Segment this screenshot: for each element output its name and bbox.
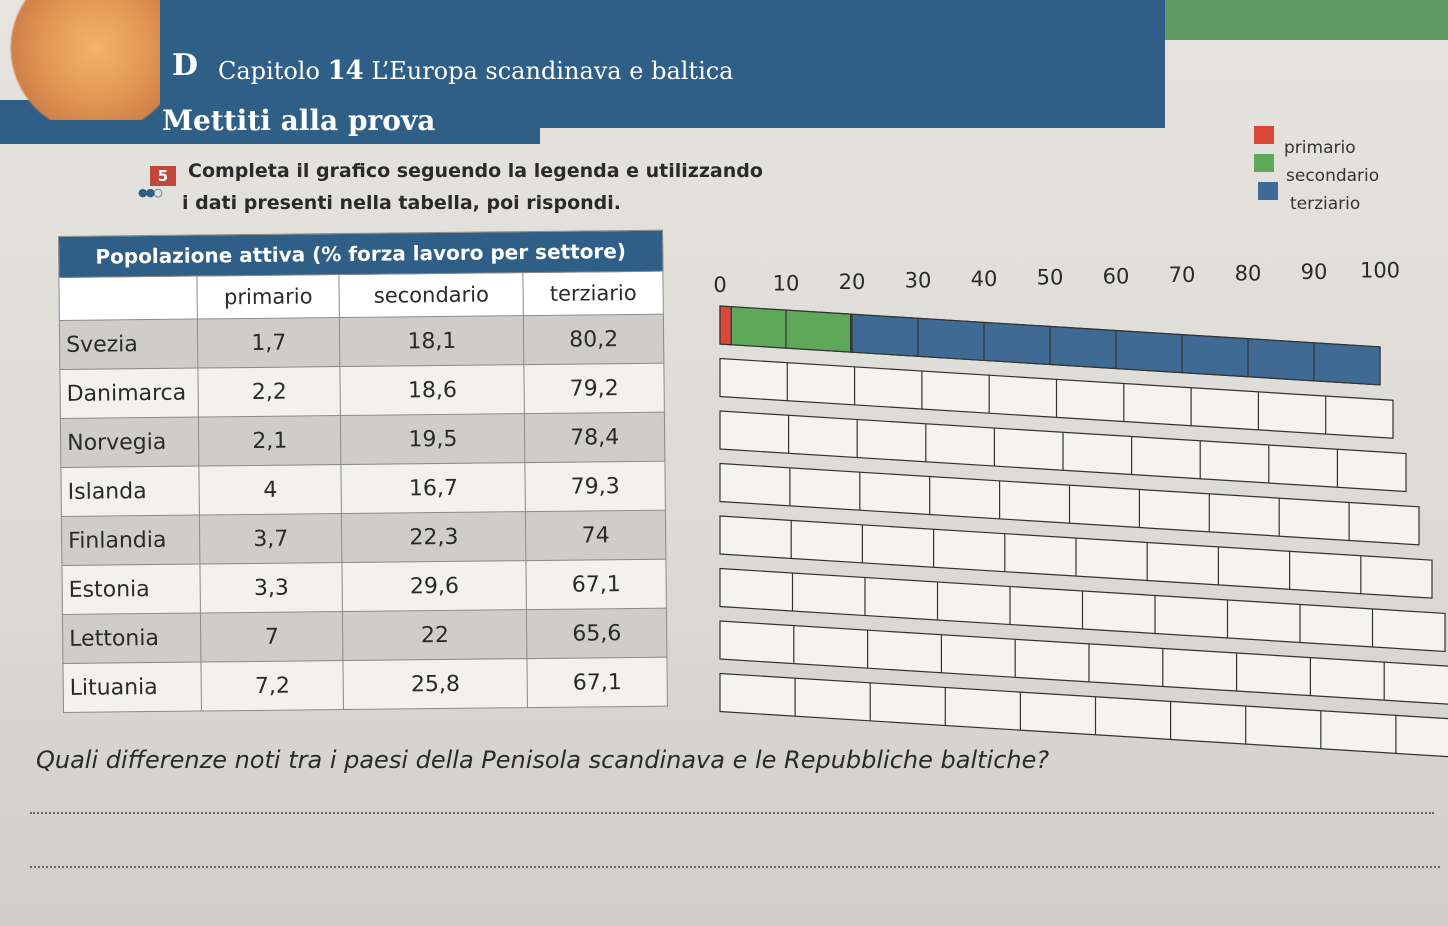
- table-cell: 74: [526, 510, 666, 560]
- question-text: Quali differenze noti tra i paesi della Penisola scandinava e le Repubbliche baltiche?: [36, 746, 1050, 774]
- chapter-name: L’Europa scandinava e baltica: [371, 57, 734, 85]
- table-cell: 65,6: [527, 608, 667, 658]
- difficulty-dots-icon: ●●○: [138, 186, 161, 199]
- table-cell: 7: [200, 612, 343, 662]
- table-cell: 78,4: [525, 412, 665, 462]
- table-cell: 18,6: [340, 365, 524, 416]
- instruction-line-2: i dati presenti nella tabella, poi rispondi.: [182, 192, 621, 214]
- bar-segment-secondario: [731, 307, 850, 352]
- table-cell: 22: [343, 610, 527, 661]
- x-tick-label: 20: [838, 270, 866, 295]
- answer-line-2[interactable]: [30, 866, 1440, 868]
- legend-label-secondario: secondario: [1286, 166, 1380, 186]
- table-header-primario: primario: [197, 275, 340, 319]
- table-header-terziario: terziario: [523, 271, 663, 315]
- table-cell-country: Islanda: [61, 466, 200, 516]
- table-cell: 1,7: [197, 318, 340, 368]
- table-cell: 16,7: [341, 463, 525, 514]
- table-cell: 67,1: [527, 657, 667, 707]
- table-cell-country: Danimarca: [60, 368, 199, 418]
- table-cell: 19,5: [341, 414, 525, 465]
- table-cell: 80,2: [524, 314, 664, 364]
- table-cell: 22,3: [342, 512, 526, 563]
- table-cell: 3,3: [200, 563, 343, 613]
- chapter-prefix: Capitolo: [218, 57, 320, 85]
- section-title: Mettiti alla prova: [162, 104, 436, 137]
- chapter-number: 14: [327, 56, 364, 86]
- table-cell-country: Lituania: [63, 662, 202, 712]
- table-title: Popolazione attiva (% forza lavoro per settore): [59, 230, 663, 277]
- table-cell: 29,6: [342, 561, 526, 612]
- table-cell-country: Norvegia: [60, 417, 199, 467]
- x-tick-label: 100: [1359, 258, 1401, 283]
- table-cell: 18,1: [340, 316, 524, 367]
- table-cell: 79,3: [525, 461, 665, 511]
- instruction-line-1: Completa il grafico seguendo la legenda e utilizzando: [188, 160, 763, 182]
- table-cell-country: Estonia: [62, 564, 201, 614]
- table-cell: 2,1: [198, 416, 341, 466]
- x-tick-label: 80: [1234, 261, 1262, 286]
- answer-line-1[interactable]: [30, 812, 1434, 814]
- table-header-secondario: secondario: [339, 273, 523, 318]
- table-cell: 4: [199, 465, 342, 515]
- table-cell: 2,2: [198, 367, 341, 417]
- x-tick-label: 30: [904, 268, 932, 293]
- table-cell: 67,1: [526, 559, 666, 609]
- table-cell-country: Finlandia: [61, 515, 200, 565]
- table-cell: 7,2: [201, 661, 344, 711]
- x-tick-label: 10: [772, 271, 800, 296]
- x-tick-label: 50: [1036, 265, 1064, 290]
- x-tick-label: 0: [713, 273, 727, 297]
- x-tick-label: 60: [1102, 264, 1130, 289]
- x-tick-label: 70: [1168, 262, 1196, 287]
- x-tick-label: 90: [1300, 259, 1328, 284]
- legend-label-primario: primario: [1284, 138, 1356, 158]
- chapter-letter: D: [172, 48, 199, 83]
- table-cell: 79,2: [524, 363, 664, 413]
- table-cell: 25,8: [343, 659, 527, 710]
- table-cell-country: Svezia: [59, 319, 198, 369]
- legend-label-terziario: terziario: [1290, 194, 1361, 214]
- table-cell: 3,7: [199, 514, 342, 564]
- exercise-number: 5: [150, 166, 176, 186]
- x-tick-label: 40: [970, 267, 998, 292]
- table-cell-country: Lettonia: [62, 613, 201, 663]
- bar-segment-primario: [720, 306, 731, 345]
